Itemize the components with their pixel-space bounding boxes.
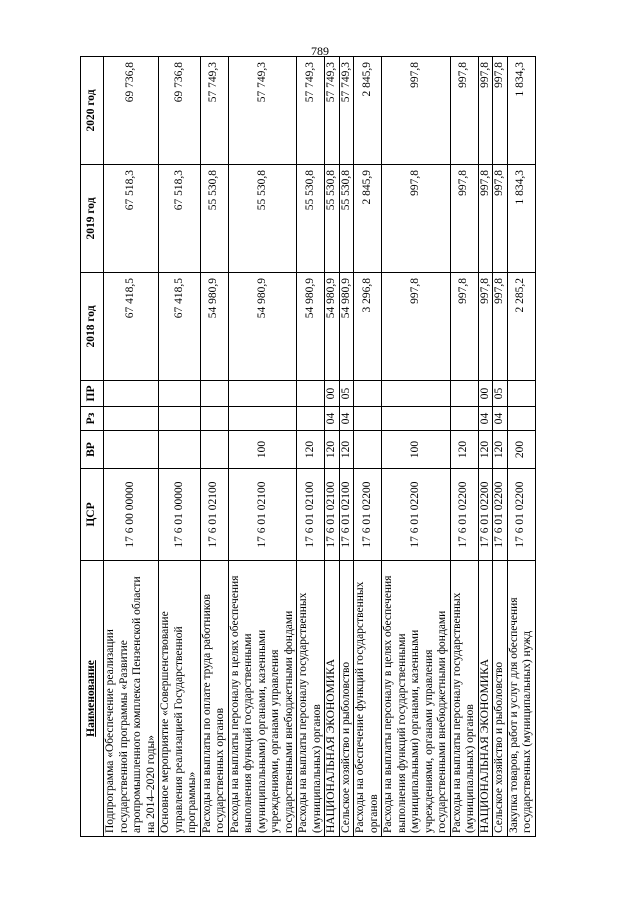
- cell-2019: 997,8: [493, 165, 508, 273]
- cell-2020: 997,8: [382, 57, 451, 165]
- cell-2018: 2 285,2: [507, 273, 535, 381]
- cell-2018: 54 980,9: [325, 273, 340, 381]
- table-header: [81, 57, 104, 837]
- table-row: [228, 57, 297, 837]
- cell-2020: 1 834,3: [507, 57, 535, 165]
- cell-pr: [450, 381, 478, 407]
- page-number: 789: [311, 44, 329, 58]
- cell-vr: [354, 431, 382, 469]
- header-row: [81, 57, 104, 837]
- cell-2020: 57 749,3: [297, 57, 325, 165]
- table-row: [159, 57, 201, 837]
- cell-2019: 55 530,8: [200, 165, 228, 273]
- header-pr: ПР: [81, 381, 104, 407]
- cell-2020: 997,8: [493, 57, 508, 165]
- cell-2019: 997,8: [382, 165, 451, 273]
- cell-2020: 69 736,8: [159, 57, 201, 165]
- cell-2019: 1 834,3: [507, 165, 535, 273]
- cell-pr: 05: [493, 381, 508, 407]
- cell-rz: [297, 407, 325, 431]
- cell-2019: 55 530,8: [297, 165, 325, 273]
- cell-rz: 04: [325, 407, 340, 431]
- budget-table: [80, 56, 536, 837]
- table-row: [325, 57, 340, 837]
- header-2018: 2018 год: [81, 273, 104, 381]
- cell-2020: 2 845,9: [354, 57, 382, 165]
- header-rz: Рз: [81, 407, 104, 431]
- cell-csr: 17 6 01 02200: [382, 469, 451, 561]
- cell-2019: 67 518,3: [104, 165, 159, 273]
- cell-rz: [200, 407, 228, 431]
- cell-rz: [354, 407, 382, 431]
- cell-vr: 120: [297, 431, 325, 469]
- cell-rz: 04: [478, 407, 493, 431]
- cell-2019: 55 530,8: [339, 165, 354, 273]
- cell-2020: 57 749,3: [325, 57, 340, 165]
- cell-rz: [159, 407, 201, 431]
- header-vr: ВР: [81, 431, 104, 469]
- cell-csr: 17 6 01 02100: [200, 469, 228, 561]
- cell-csr: 17 6 01 02100: [297, 469, 325, 561]
- cell-name: НАЦИОНАЛЬНАЯ ЭКОНОМИКА: [478, 561, 493, 837]
- cell-csr: 17 6 00 00000: [104, 469, 159, 561]
- cell-pr: 05: [339, 381, 354, 407]
- cell-name: Сельское хозяйство и рыболовство: [339, 561, 354, 837]
- cell-2019: 997,8: [478, 165, 493, 273]
- cell-2018: 997,8: [478, 273, 493, 381]
- cell-csr: 17 6 01 02200: [493, 469, 508, 561]
- cell-rz: [450, 407, 478, 431]
- cell-name: НАЦИОНАЛЬНАЯ ЭКОНОМИКА: [325, 561, 340, 837]
- cell-pr: [382, 381, 451, 407]
- cell-rz: 04: [493, 407, 508, 431]
- cell-name: Расходы на обеспечение функций государственных органов: [354, 561, 382, 837]
- header-2019: 2019 год: [81, 165, 104, 273]
- cell-pr: [228, 381, 297, 407]
- cell-vr: [159, 431, 201, 469]
- cell-2020: 57 749,3: [339, 57, 354, 165]
- cell-pr: 00: [478, 381, 493, 407]
- cell-pr: [104, 381, 159, 407]
- cell-csr: 17 6 01 02200: [354, 469, 382, 561]
- cell-pr: [200, 381, 228, 407]
- cell-csr: 17 6 01 02200: [507, 469, 535, 561]
- header-name: Наименование: [81, 561, 104, 837]
- table-row: [339, 57, 354, 837]
- cell-pr: [354, 381, 382, 407]
- table-row: [493, 57, 508, 837]
- cell-vr: 100: [228, 431, 297, 469]
- cell-2018: 3 296,8: [354, 273, 382, 381]
- cell-2019: 67 518,3: [159, 165, 201, 273]
- rotated-table-container: [80, 57, 610, 837]
- cell-2018: 997,8: [450, 273, 478, 381]
- cell-2019: 55 530,8: [325, 165, 340, 273]
- header-csr: ЦСР: [81, 469, 104, 561]
- cell-pr: [297, 381, 325, 407]
- cell-csr: 17 6 01 02200: [450, 469, 478, 561]
- cell-name: Расходы на выплаты персоналу государственных (муниципальных) органов: [297, 561, 325, 837]
- cell-2019: 2 845,9: [354, 165, 382, 273]
- cell-2018: 67 418,5: [104, 273, 159, 381]
- cell-2020: 57 749,3: [200, 57, 228, 165]
- cell-name: Расходы на выплаты персоналу государственных (муниципальных) органов: [450, 561, 478, 837]
- cell-csr: 17 6 01 02100: [325, 469, 340, 561]
- table-row: [104, 57, 159, 837]
- cell-vr: 120: [478, 431, 493, 469]
- cell-csr: 17 6 01 00000: [159, 469, 201, 561]
- cell-2018: 54 980,9: [228, 273, 297, 381]
- table-row: [507, 57, 535, 837]
- cell-2020: 997,8: [450, 57, 478, 165]
- cell-rz: 04: [339, 407, 354, 431]
- cell-2018: 67 418,5: [159, 273, 201, 381]
- table-row: [297, 57, 325, 837]
- cell-2018: 997,8: [382, 273, 451, 381]
- cell-pr: 00: [325, 381, 340, 407]
- cell-csr: 17 6 01 02100: [339, 469, 354, 561]
- cell-2018: 997,8: [493, 273, 508, 381]
- cell-vr: 200: [507, 431, 535, 469]
- cell-pr: [159, 381, 201, 407]
- cell-rz: [228, 407, 297, 431]
- table-row: [354, 57, 382, 837]
- cell-name: Расходы на выплаты персоналу в целях обеспечения выполнения функций государственными (муниципальными) органами, казенными учреждениями, органами управления государственными внебюджетными фондами: [382, 561, 451, 837]
- table-row: [478, 57, 493, 837]
- table-row: [200, 57, 228, 837]
- cell-vr: 120: [450, 431, 478, 469]
- cell-name: Подпрограмма «Обеспечение реализации государственной программы «Развитие агропромышленного комплекса Пензенской области на 2014–2020 годы»: [104, 561, 159, 837]
- cell-name: Закупка товаров, работ и услуг для обеспечения государственных (муниципальных) нужд: [507, 561, 535, 837]
- cell-2018: 54 980,9: [297, 273, 325, 381]
- cell-vr: 100: [382, 431, 451, 469]
- cell-name: Сельское хозяйство и рыболовство: [493, 561, 508, 837]
- cell-name: Расходы на выплаты персоналу в целях обеспечения выполнения функций государственными (муниципальными) органами, казенными учреждениями, органами управления государственными внебюджетными фондами: [228, 561, 297, 837]
- cell-csr: 17 6 01 02100: [228, 469, 297, 561]
- table-row: [382, 57, 451, 837]
- cell-vr: [104, 431, 159, 469]
- table-row: [450, 57, 478, 837]
- cell-2018: 54 980,9: [339, 273, 354, 381]
- cell-2020: 57 749,3: [228, 57, 297, 165]
- cell-csr: 17 6 01 02200: [478, 469, 493, 561]
- cell-pr: [507, 381, 535, 407]
- cell-2019: 55 530,8: [228, 165, 297, 273]
- cell-2020: 997,8: [478, 57, 493, 165]
- cell-rz: [104, 407, 159, 431]
- header-2020: 2020 год: [81, 57, 104, 165]
- cell-name: Основное мероприятие «Совершенствование управления реализацией Государственной программы»: [159, 561, 201, 837]
- cell-vr: [200, 431, 228, 469]
- cell-2018: 54 980,9: [200, 273, 228, 381]
- cell-vr: 120: [339, 431, 354, 469]
- cell-vr: 120: [325, 431, 340, 469]
- table-body: [104, 57, 536, 837]
- cell-rz: [382, 407, 451, 431]
- cell-name: Расходы на выплаты по оплате труда работников государственных органов: [200, 561, 228, 837]
- cell-2020: 69 736,8: [104, 57, 159, 165]
- cell-rz: [507, 407, 535, 431]
- cell-vr: 120: [493, 431, 508, 469]
- cell-2019: 997,8: [450, 165, 478, 273]
